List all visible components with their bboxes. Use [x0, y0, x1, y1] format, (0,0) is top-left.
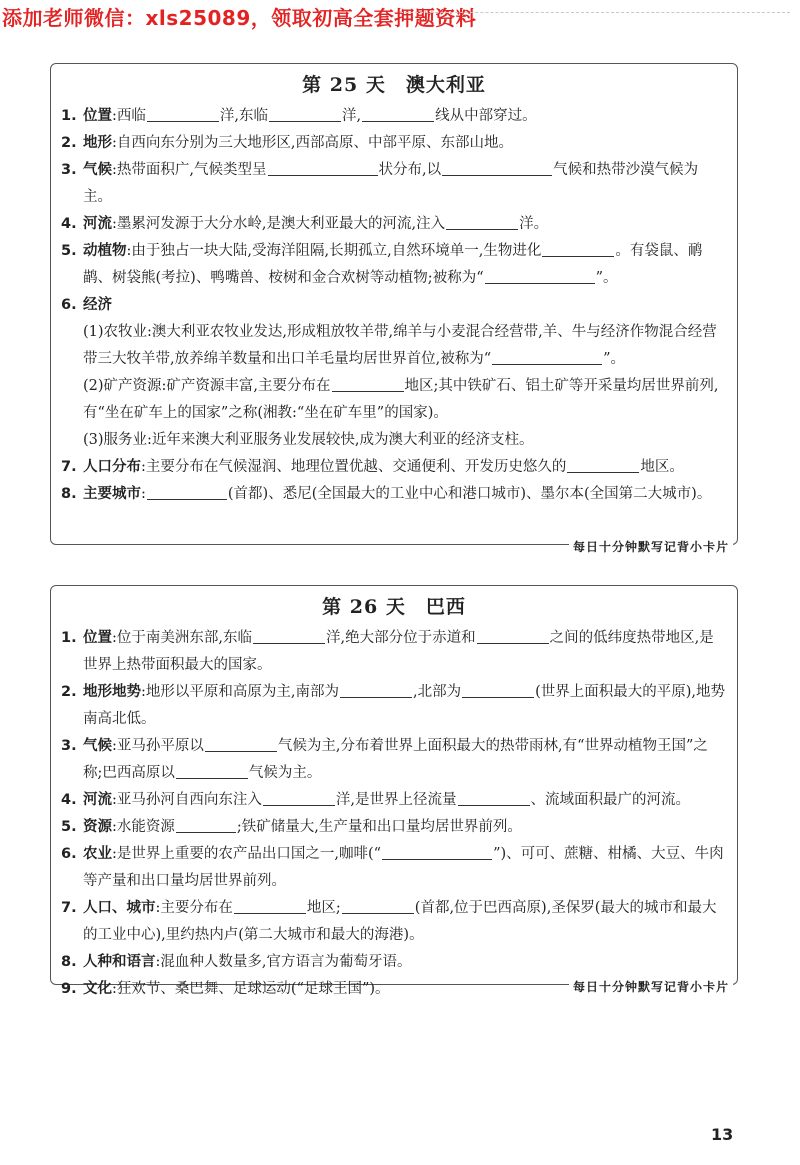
fill-blank[interactable] — [382, 843, 492, 860]
header-divider — [400, 12, 790, 13]
list-item — [61, 211, 727, 238]
item-text: :西临 — [112, 108, 146, 124]
item-number: 5. — [61, 819, 77, 835]
fill-blank[interactable] — [269, 105, 341, 122]
item-text: :水能资源 — [112, 819, 175, 835]
item-text: 气候和热带沙漠气候为主。 — [83, 162, 699, 205]
fill-blank[interactable] — [542, 240, 614, 257]
item-label: 动植物 — [83, 243, 127, 259]
card-title: 第 26 天 巴西 — [322, 596, 466, 618]
list-item — [61, 481, 727, 508]
fill-blank[interactable] — [176, 762, 248, 779]
sub-text: (3)服务业:近年来澳大利亚服务业发展较快,成为澳大利亚的经济支柱。 — [83, 432, 534, 448]
item-text: :位于南美洲东部,东临 — [112, 630, 252, 646]
item-text: 、流域面积最广的河流。 — [530, 792, 690, 808]
item-label: 人口分布 — [83, 459, 141, 475]
item-text: :亚马孙河自西向东注入 — [112, 792, 262, 808]
card-footer: 每日十分钟默写记背小卡片 — [569, 538, 733, 555]
item-text: 之间的低纬度热带地区,是世界上热带面积最大的国家。 — [83, 630, 714, 673]
item-label: 河流 — [83, 792, 112, 808]
fill-blank[interactable] — [176, 816, 236, 833]
fill-blank[interactable] — [205, 735, 277, 752]
item-text: 洋,是世界上径流量 — [335, 792, 457, 808]
item-number: 9. — [61, 981, 77, 997]
item-text: :地形以平原和高原为主,南部为 — [141, 684, 339, 700]
item-text: :是世界上重要的农产品出口国之一,咖啡(“ — [112, 846, 382, 862]
fill-blank[interactable] — [234, 897, 306, 914]
item-number: 2. — [61, 684, 77, 700]
list-item — [61, 895, 727, 949]
item-text: 线从中部穿过。 — [435, 108, 537, 124]
sub-item — [61, 319, 727, 373]
fill-blank[interactable] — [342, 897, 414, 914]
sub-text: 地区;其中铁矿石、铝土矿等开采量均居世界前列,有“坐在矿车上的国家”之称(湘教:“坐在矿车里”的国家)。 — [83, 378, 719, 421]
page-number: 13 — [711, 1125, 734, 1144]
item-number: 8. — [61, 486, 77, 502]
item-text: (世界上面积最大的平原),地势南高北低。 — [83, 684, 726, 727]
item-number: 6. — [61, 846, 77, 862]
item-text: (首都,位于巴西高原),圣保罗(最大的城市和最大的工业中心),里约热内卢(第二大城市和最大的海港)。 — [83, 900, 717, 943]
item-label: 气候 — [83, 738, 112, 754]
item-label: 位置 — [83, 108, 112, 124]
item-number: 8. — [61, 954, 77, 970]
item-text: 地区; — [306, 900, 341, 916]
item-label: 位置 — [83, 630, 112, 646]
item-text: 洋, — [342, 108, 362, 124]
item-text: :主要分布在气候湿润、地理位置优越、交通便利、开发历史悠久的 — [141, 459, 567, 475]
item-text: 洋。 — [519, 216, 549, 232]
item-text: :亚马孙平原以 — [112, 738, 204, 754]
item-text: :狂欢节、桑巴舞、足球运动(“足球王国”)。 — [112, 981, 390, 997]
item-label: 资源 — [83, 819, 112, 835]
item-text: 气候为主,分布着世界上面积最大的热带雨林,有“世界动植物王国”之称;巴西高原以 — [83, 738, 708, 781]
sub-text: (1)农牧业:澳大利亚农牧业发达,形成粗放牧羊带,绵羊与小麦混合经营带,羊、牛与经济作物混合经营带三大牧羊带,放养绵羊数量和出口羊毛量均居世界首位,被称为“ — [83, 324, 717, 367]
fill-blank[interactable] — [147, 105, 219, 122]
fill-blank[interactable] — [462, 681, 534, 698]
item-text: :自西向东分别为三大地形区,西部高原、中部平原、东部山地。 — [112, 135, 513, 151]
item-number: 4. — [61, 792, 77, 808]
item-text: :由于独占一块大陆,受海洋阻隔,长期孤立,自然环境单一,生物进化 — [126, 243, 542, 259]
item-number: 5. — [61, 243, 77, 259]
list-item — [61, 841, 727, 895]
item-text: (首都)、悉尼(全国最大的工业中心和港口城市)、墨尔本(全国第二大城市)。 — [227, 486, 712, 502]
item-label: 文化 — [83, 981, 112, 997]
item-number: 7. — [61, 459, 77, 475]
item-label: 人口、城市 — [83, 900, 156, 916]
item-number: 3. — [61, 162, 77, 178]
item-number: 6. — [61, 297, 77, 313]
fill-blank[interactable] — [253, 627, 325, 644]
item-number: 4. — [61, 216, 77, 232]
item-text: 。有袋鼠、鸸鹋、树袋熊(考拉)、鸭嘴兽、桉树和金合欢树等动植物;被称为“ — [83, 243, 703, 286]
fill-blank[interactable] — [446, 213, 518, 230]
item-text: : — [141, 486, 146, 502]
fill-blank[interactable] — [477, 627, 549, 644]
item-number: 7. — [61, 900, 77, 916]
list-item — [61, 949, 727, 976]
item-text: ,北部为 — [413, 684, 462, 700]
list-item — [61, 454, 727, 481]
list-item — [61, 733, 727, 787]
item-text: 气候为主。 — [248, 765, 322, 781]
list-item — [61, 130, 727, 157]
sub-item — [61, 373, 727, 427]
sub-text: (2)矿产资源:矿产资源丰富,主要分布在 — [83, 378, 331, 394]
fill-blank[interactable] — [263, 789, 335, 806]
list-item — [61, 103, 727, 130]
fill-blank[interactable] — [340, 681, 412, 698]
item-label: 地形 — [83, 135, 112, 151]
card-day-25 — [50, 63, 738, 554]
item-label: 河流 — [83, 216, 112, 232]
item-text: 状分布,以 — [378, 162, 442, 178]
list-item — [61, 625, 727, 679]
fill-blank[interactable] — [147, 483, 227, 500]
fill-blank[interactable] — [485, 267, 595, 284]
item-number: 3. — [61, 738, 77, 754]
item-label: 人种和语言 — [83, 954, 156, 970]
list-item — [61, 157, 727, 211]
fill-blank[interactable] — [362, 105, 434, 122]
item-text: :墨累河发源于大分水岭,是澳大利亚最大的河流,注入 — [112, 216, 446, 232]
fill-blank[interactable] — [458, 789, 530, 806]
fill-blank[interactable] — [332, 375, 404, 392]
item-number: 2. — [61, 135, 77, 151]
watermark-text: 添加老师微信：xls25089，领取初高全套押题资料 — [2, 6, 477, 30]
list-item — [61, 238, 727, 292]
item-label: 气候 — [83, 162, 112, 178]
list-item — [61, 787, 727, 814]
sub-text: ”。 — [603, 351, 626, 367]
fill-blank[interactable] — [442, 159, 552, 176]
fill-blank[interactable] — [492, 348, 602, 365]
card-day-26 — [50, 585, 738, 997]
list-item — [61, 814, 727, 841]
item-number: 1. — [61, 630, 77, 646]
item-text: 洋,东临 — [219, 108, 268, 124]
item-label: 地形地势 — [83, 684, 141, 700]
item-text: ”)、可可、蔗糖、柑橘、大豆、牛肉等产量和出口量均居世界前列。 — [83, 846, 724, 889]
fill-blank[interactable] — [567, 456, 639, 473]
item-label: 经济 — [83, 297, 112, 313]
item-text: 洋,绝大部分位于赤道和 — [326, 630, 476, 646]
card-footer: 每日十分钟默写记背小卡片 — [569, 978, 733, 995]
item-text: :混血种人数量多,官方语言为葡萄牙语。 — [155, 954, 412, 970]
item-label: 农业 — [83, 846, 112, 862]
card-title: 第 25 天 澳大利亚 — [302, 74, 486, 96]
item-text: :热带面积广,气候类型呈 — [112, 162, 267, 178]
item-text: ”。 — [595, 270, 618, 286]
item-text: ;铁矿储量大,生产量和出口量均居世界前列。 — [236, 819, 522, 835]
fill-blank[interactable] — [268, 159, 378, 176]
sub-item — [61, 427, 727, 454]
item-text: :主要分布在 — [155, 900, 233, 916]
item-label: 主要城市 — [83, 486, 141, 502]
list-item — [61, 679, 727, 733]
item-number: 1. — [61, 108, 77, 124]
list-item — [61, 292, 727, 319]
item-text: 地区。 — [640, 459, 684, 475]
